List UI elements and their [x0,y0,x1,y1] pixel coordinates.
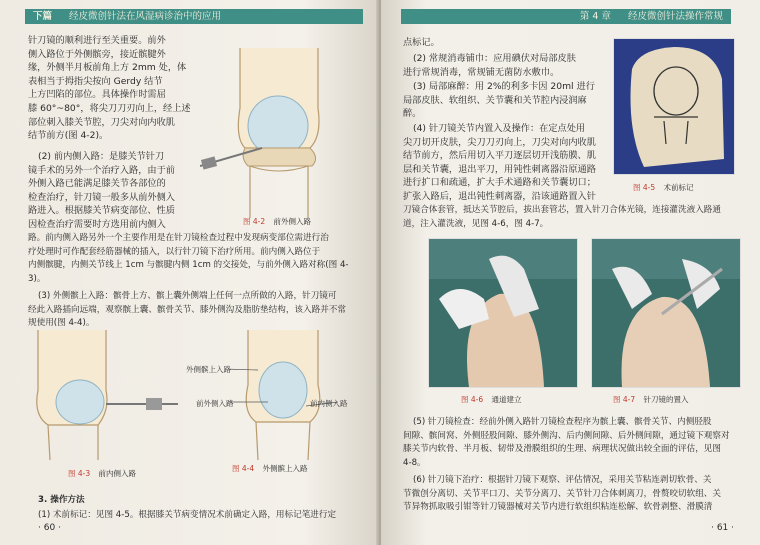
text-line: 3)。 [28,273,46,284]
text-line: 因检查治疗需要时方选用前内侧入 [28,218,166,230]
right-paragraph-6 [403,474,738,515]
channel-establishment-photo [429,239,577,387]
text-line: 道，注入灌洗液，见图 4-6，图 4-7。 [403,218,549,229]
text-line: 层和关节囊，退出平刀，用钝性刺离器沿原通路 [403,163,596,175]
text-line: 镜手术的另外一个治疗入路，由于前 [28,164,175,176]
text-line: 间隙、髌间窝、外侧胫股间隙、膝外侧沟、后内侧间隙、后外侧间隙，通过镜下观察对 [403,430,730,441]
figure-4-4-caption [232,463,308,474]
book-section-title: 经皮微创针法在风湿病诊治中的应用 [69,11,222,22]
figure-number: 图 4-2 [243,217,266,226]
figure-4-7-caption [613,394,689,405]
figure-number: 图 4-7 [613,395,636,404]
left-paragraph-1 [28,34,212,143]
figure-title: 前内侧入路 [98,469,137,478]
text-line: (2) 常规消毒铺巾：应用碘伏对局部皮肤 [413,53,576,64]
text-line: (4) 针刀镜关节内置入及操作：在定点处用 [413,123,586,134]
right-page [381,0,760,545]
text-line: 膝 60°~80°，将尖刀刀刃向上，经上述 [28,102,191,114]
figure-4-5-caption [633,182,694,193]
text-line: 侧入路位于外侧髌旁，接近髌腱外 [28,48,166,60]
left-paragraph-2a [28,150,212,232]
figure-4-6-photo [428,238,578,388]
knee-anteromedial-illustration [28,330,188,460]
text-line: 规使用(图 4-4)。 [28,318,95,329]
text-line: 扩张入路后，退出钝性刺离器，沿该通路置入针 [403,190,596,202]
text-line: (6) 针刀镜下治疗：根据针刀镜下观察、评估情况，采用关节粘连剥切软骨、关 [413,475,712,485]
text-line: 路进入。根据膝关节病变部位、性质 [28,205,175,217]
arthroscope-insertion-photo [592,239,740,387]
text-line: (2) 前内侧入路：是膝关节针刀 [38,151,165,162]
right-paragraph-5 [403,416,738,470]
figure-4-2-caption [243,216,311,227]
text-line: 经此入路插向远端，观察髌上囊、髌骨关节、膝外侧沟及脂肪垫结构，该入路并不常 [28,304,346,315]
text-line: 缘，外侧半月板前角上方 2mm 处，体 [28,62,187,74]
figure-4-7-photo [591,238,741,388]
text-line: 部位刺入膝关节腔，刀尖对向内收肌 [28,116,175,128]
figure-title: 外侧髌上入路 [262,464,308,473]
figure-title: 通道建立 [491,395,522,404]
knee-suprapatellar-illustration [228,330,338,460]
figure-title: 术前标记 [663,183,694,192]
right-paragraph-3 [403,80,598,121]
text-line: (5) 针刀镜检查：经前外侧入路针刀镜检查程序为髌上囊、髌骨关节、内侧胫股 [413,417,712,427]
text-line: 内侧髌腱，内侧关节线上 1cm 与髌腱内侧 1cm 的交接处，与前外侧入路对称(图 4- [28,260,349,271]
text-line: 节微创分离切、关节平口刀、关节分离刀、关节针刀合体刺离刀，骨赘咬切软组、关 [403,488,721,499]
text-line: 检查治疗，针刀镜一般多从前外侧入 [28,191,175,203]
text-line: 针刀镜的顺利进行至关重要。前外 [28,35,166,46]
text-line: 醉。 [403,108,422,120]
text-line: 进行扩口和疏通，扩大手术通路和关节囊切口； [403,177,596,189]
figure-title: 针刀镜的置入 [643,395,689,404]
part-label: 下篇 [33,11,53,22]
right-running-header [401,9,731,24]
text-line: 尖刀切开皮肤，尖刀刀刃向上，刀尖对向内收肌 [403,136,596,148]
text-line: 结节前方(图 4-2)。 [28,130,109,142]
figure-title: 前外侧入路 [273,217,312,226]
text-line: 路。前内侧入路另外一个主要作用是在针刀镜检查过程中发现病变部位需进行治 [28,233,329,243]
figure-number: 图 4-4 [232,464,255,473]
section-heading: 3. 操作方法 [38,495,85,505]
knee-anterolateral-illustration [200,48,350,218]
right-paragraph-4a [403,122,598,204]
left-paragraph-4: (1) 术前标记：见图 4-5。根据膝关节病变情况术前确定入路，用标记笔进行定 [38,510,337,520]
text-line: 外侧入路已能满足膝关节各部位的 [28,178,166,190]
page-number-left: · 60 · [38,523,61,533]
text-line: 节异物抓取吸引钳等针刀镜器械对关节内进行软组织粘连松解、软骨剥整、滑膜清 [403,502,713,513]
figure-number: 图 4-5 [633,183,656,192]
chapter-label: 第 4 章 [579,11,611,22]
figure-number: 图 4-3 [68,469,91,478]
text-line: (3) 局部麻醉：用 2%的利多卡因 20ml 进行 [413,81,595,92]
text-line: 表相当于拇指尖按向 Gerdy 结节 [28,75,163,87]
left-running-header [25,9,363,24]
text-line: 结节前方，然后用切入平刀逐层切开浅筋膜、肌 [403,150,596,162]
figure-4-5-photo [613,38,735,175]
right-paragraph-4b [403,204,738,231]
left-paragraph-3 [28,290,358,331]
text-line: (3) 外侧髌上入路：髌骨上方、髌上囊外侧端上任何一点所做的入路，针刀镜可 [38,291,337,301]
chapter-title: 经皮微创针法操作常规 [627,11,723,22]
label-anteromedial: 前内侧入路 [310,399,348,408]
text-line: 局部皮肤、软组织、关节囊和关节腔内浸润麻 [403,94,587,106]
text-line: 刀镜合体套管，抵达关节腔后，拔出套管芯，置入针刀合体光镜，连接灌洗液入路通 [403,205,721,215]
knee-marking-photo [614,39,734,174]
text-line: 膝关节内软骨、半月板、韧带及滑膜组织的生理、病理状况做出较全面的评估，见图 [403,444,721,455]
text-line: 进行常规消毒，常规铺无菌防水敷巾。 [403,66,560,78]
page-number-right: · 61 · [711,523,734,533]
text-line: 上方凹陷的部位。具体操作时需屈 [28,89,166,101]
right-paragraph-1 [403,36,598,50]
label-anterolateral: 前外侧入路 [196,399,234,408]
figure-4-6-caption [461,394,522,405]
left-paragraph-2b [28,232,358,286]
text-line: 4-8。 [403,457,426,468]
figure-4-3-caption [68,468,136,479]
left-page [0,0,379,545]
text-line: 疗处理时可作配套经筋器械的插入，以行针刀镜下治疗所用。前内侧入路位于 [28,246,321,257]
text-line: 点标记。 [403,37,440,48]
right-paragraph-2 [403,52,598,79]
figure-number: 图 4-6 [461,395,484,404]
label-lateral-suprapatellar: 外侧髌上入路 [186,365,231,374]
